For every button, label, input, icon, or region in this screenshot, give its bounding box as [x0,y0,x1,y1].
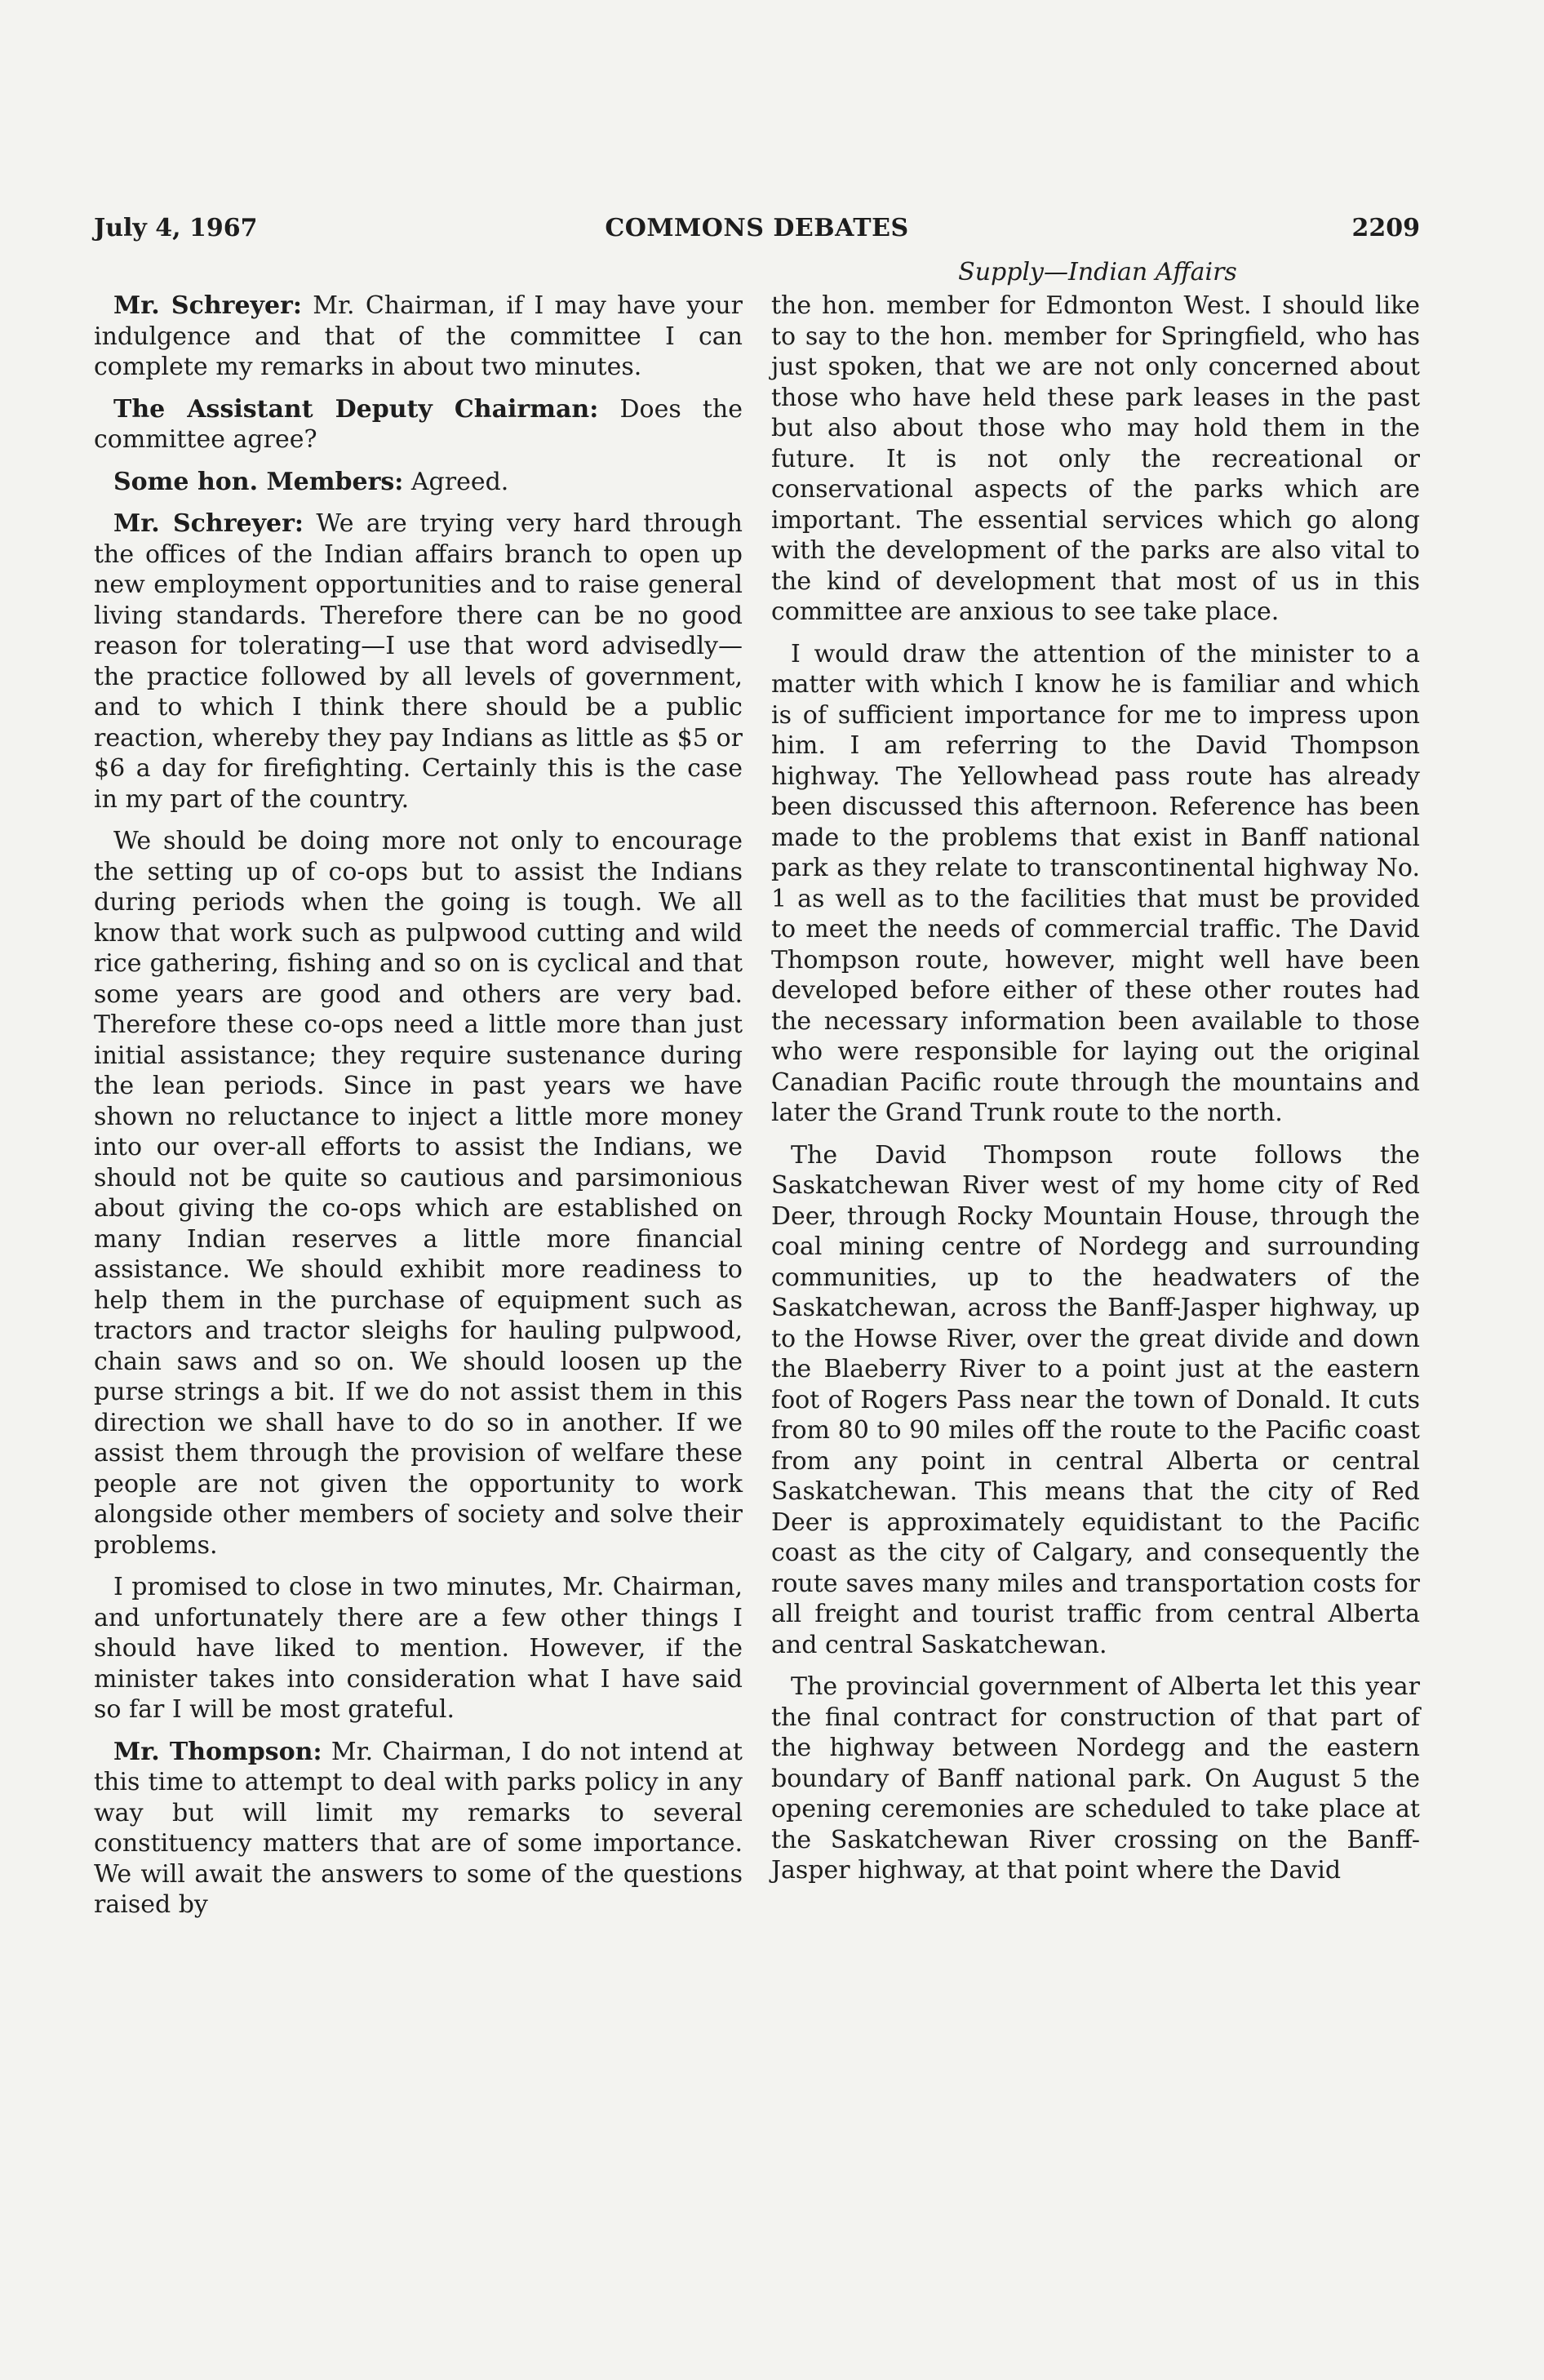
paragraph [94,1737,743,1920]
speaker-name: Mr. Schreyer: [113,509,304,538]
paragraph [771,639,1420,1129]
speaker-name: Mr. Schreyer: [113,291,302,320]
publication-title: COMMONS DEBATES [605,214,909,242]
paragraph-text: Does the committee agree? [94,394,743,454]
paragraph-text: We should be doing more not only to encourage the setting up of co-ops but to assist the Indians during periods when the going is tough. We all know that work such as pulpwood cutting and wild rice gathering, fishing and so on is cyclical and that some years are good and others are very bad. Therefore these co-ops need a little more than just initial assistance; they require sustenance during the lean periods. Since in past years we have shown no reluctance to inject a little more money into our over-all efforts to assist the Indians, we should not be quite so cautious and parsimonious about giving the co-ops which are established on many Indian reserves a little more financial assistance. We should exhibit more readiness to help them in the purchase of equipment such as tractors and tractor sleighs for hauling pulpwood, chain saws and so on. We should loosen up the purse strings a bit. If we do not assist them in this direction we shall have to do so in another. If we assist them through the provision of welfare these people are not given the opportunity to work alongside other members of society and solve their problems. [94,827,743,1560]
paragraph-text: I promised to close in two minutes, Mr. Chairman, and unfortunately there are a few other things I should have liked to mention. However, if the minister takes into consideration what I have said so far I will be most grateful. [94,1573,743,1724]
speaker-name: Mr. Thompson: [113,1737,322,1766]
paragraph [94,1572,743,1725]
paragraph [771,1672,1420,1886]
page-number: 2209 [1351,214,1420,242]
paragraph-text: The provincial government of Alberta let this year the final contract for construction of that part of the highway between Nordegg and the eastern boundary of Banff national park. On August 5 the opening ceremonies are scheduled to take place at the Saskatchewan River crossing on the Banff-Jasper highway, at that point where the David [771,1672,1420,1885]
paragraph [94,394,743,455]
page-header [94,214,1420,255]
running-head: Supply—Indian Affairs [958,258,1237,286]
paragraph-text: I would draw the attention of the minister to a matter with which I know he is familiar and which is of sufficient importance for me to impress upon him. I am referring to the David Thompson highway. The Yellowhead pass route has already been discussed this afternoon. Reference has been made to the problems that exist in Banff national park as they relate to transcontinental highway No. 1 as well as to the facilities that must be provided to meet the needs of commercial traffic. The David Thompson route, however, might well have been developed before either of these other routes had the necessary information been available to those who were responsible for laying out the original Canadian Pacific route through the mountains and later the Grand Trunk route to the north. [771,639,1420,1127]
paragraph-text: The David Thompson route follows the Saskatchewan River west of my home city of Red Deer, through Rocky Mountain House, through the coal mining centre of Nordegg and surrounding communities, up to the headwaters of the Saskatchewan, across the Banff-Jasper highway, up to the Howse River, over the great divide and down the Blaeberry River to a point just at the eastern foot of Rogers Pass near the town of Donald. It cuts from 80 to 90 miles off the route to the Pacific coast from any point in central Alberta or central Saskatchewan. This means that the city of Red Deer is approximately equidistant to the Pacific coast as the city of Calgary, and consequently the route saves many miles and transportation costs for all freight and tourist traffic from central Alberta and central Saskatchewan. [771,1140,1420,1659]
paragraph-text: Agreed. [403,467,509,496]
right-column [771,291,1420,1898]
speaker-name: The Assistant Deputy Chairman: [113,394,599,424]
paragraph [94,508,743,815]
page-date: July 4, 1967 [94,214,258,242]
paragraph-text: We are trying very hard through the offices of the Indian affairs branch to open up new employment opportunities and to raise general living standards. Therefore there can be no good reason for tolerating—I use that word advisedly—the practice followed by all levels of government, and to which I think there should be a public reaction, whereby they pay Indians as little as $5 or $6 a day for firefighting. Certainly this is the case in my part of the country. [94,509,743,814]
paragraph [94,467,743,498]
paragraph [771,1140,1420,1661]
paragraph-text: the hon. member for Edmonton West. I should like to say to the hon. member for Springfield, who has just spoken, that we are not only concerned about those who have held these park leases in the past but also about those who may hold them in the future. It is not only the recreational or conservational aspects of the parks which are important. The essential services which go along with the development of the parks are also vital to the kind of development that most of us in this committee are anxious to see take place. [771,291,1420,626]
paragraph [771,291,1420,628]
left-column [94,291,743,1932]
paragraph-text: Mr. Chairman, I do not intend at this time to attempt to deal with parks policy in any way but will limit my remarks to several constituency matters that are of some importance. We will await the answers to some of the questions raised by [94,1737,743,1919]
speaker-name: Some hon. Members: [113,467,404,496]
paragraph [94,826,743,1561]
paragraph [94,291,743,383]
paragraph-text: Mr. Chairman, if I may have your indulgence and that of the committee I can complete my remarks in about two minutes. [94,291,743,381]
